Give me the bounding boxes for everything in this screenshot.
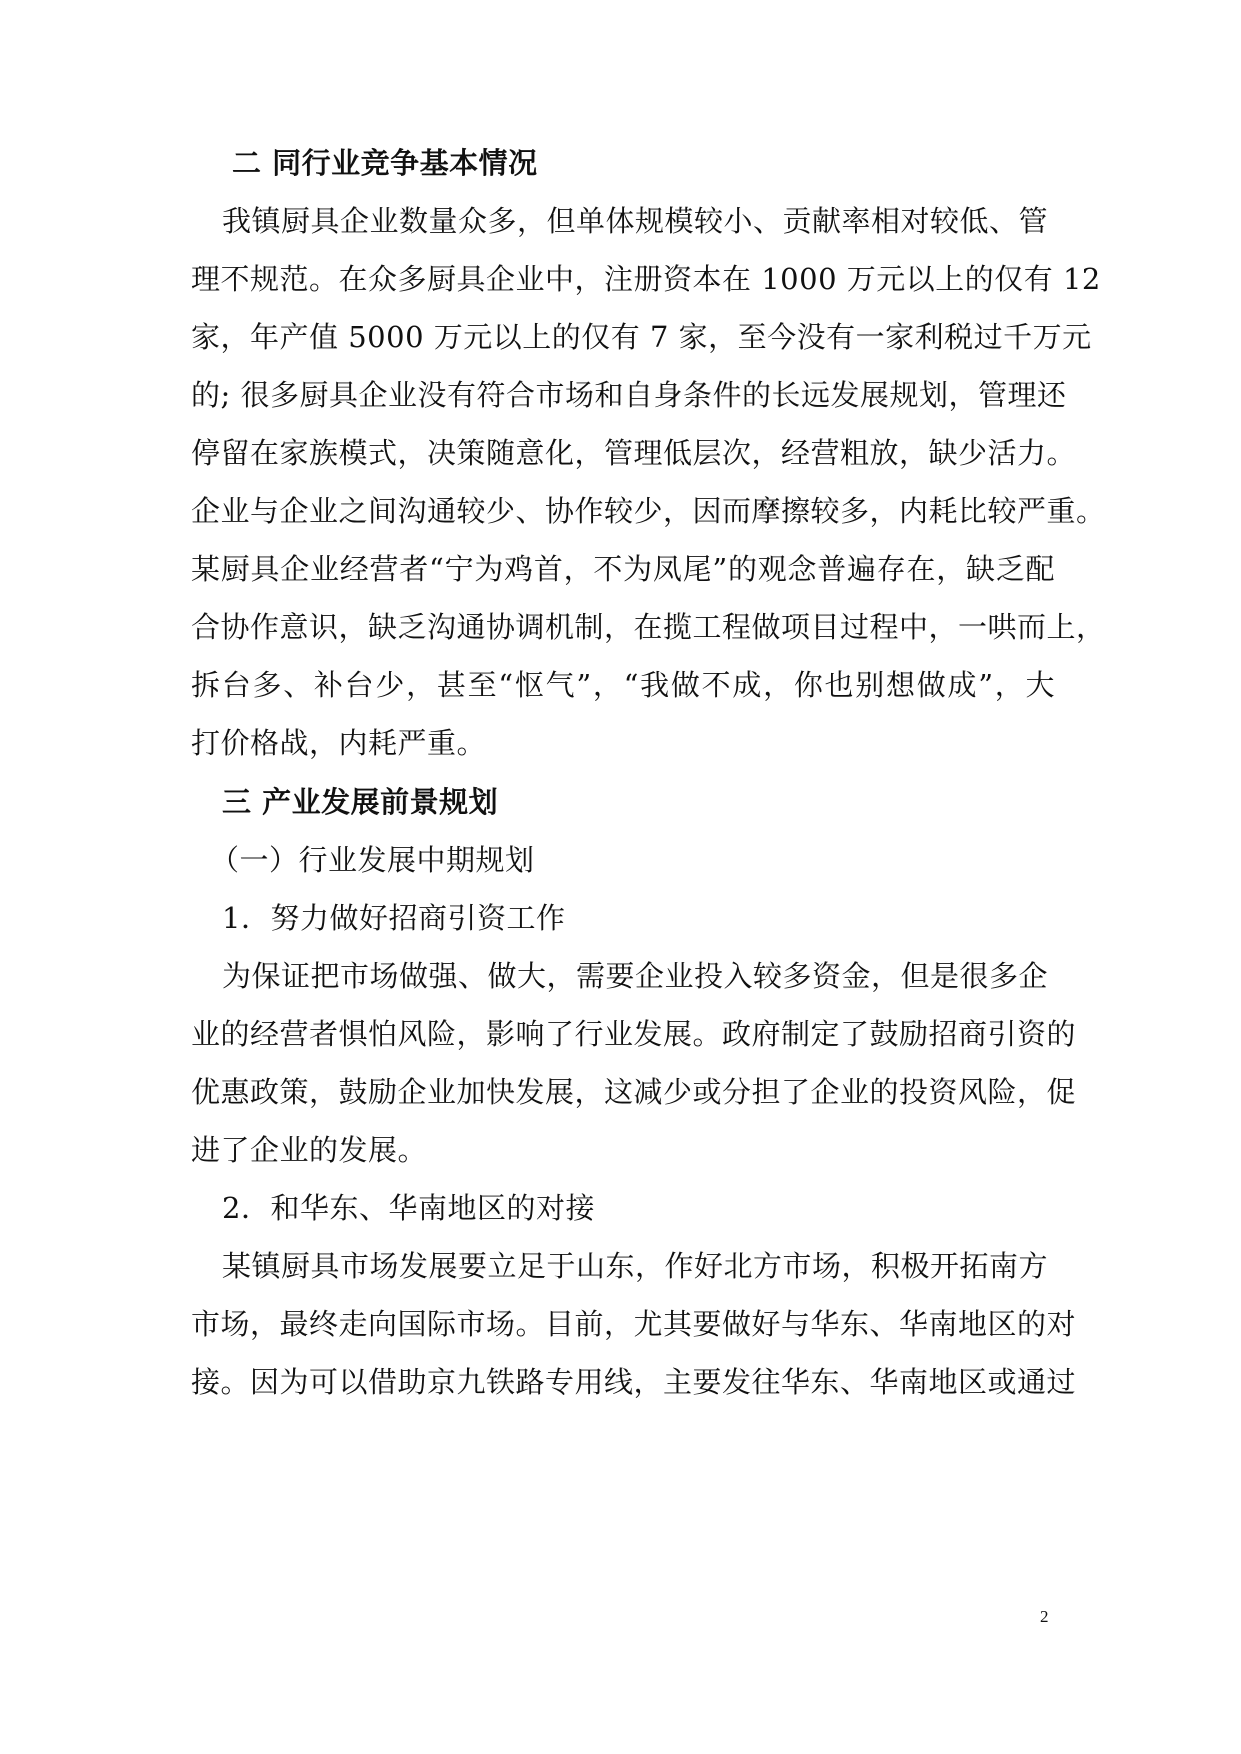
paragraph-line: 为保证把市场做强、做大，需要企业投入较多资金，但是很多企 <box>222 959 1049 993</box>
paragraph-line: 优惠政策，鼓励企业加快发展，这减少或分担了企业的投资风险，促 <box>191 1075 1077 1109</box>
paragraph-line: 理不规范。在众多厨具企业中，注册资本在 1000 万元以上的仅有 12 <box>191 262 1101 296</box>
paragraph-line: 打价格战，内耗严重。 <box>191 726 487 760</box>
paragraph-line: 的; 很多厨具企业没有符合市场和自身条件的长远发展规划，管理还 <box>191 378 1067 412</box>
paragraph-line: 企业与企业之间沟通较少、协作较少，因而摩擦较多，内耗比较严重。 <box>191 494 1106 528</box>
paragraph-line: 市场，最终走向国际市场。目前，尤其要做好与华东、华南地区的对 <box>191 1307 1077 1341</box>
section-heading-competition: 二 同行业竞争基本情况 <box>232 146 538 180</box>
paragraph-line: 某厨具企业经营者“宁为鸡首，不为凤尾”的观念普遍存在，缺乏配 <box>191 552 1055 586</box>
page-number: 2 <box>1040 1607 1049 1626</box>
paragraph-line: 家，年产值 5000 万元以上的仅有 7 家，至今没有一家利税过千万元 <box>191 320 1092 354</box>
paragraph-line: 拆台多、补台少，甚至“怄气”，“我做不成，你也别想做成”，大 <box>191 668 1055 702</box>
paragraph-line: 接。因为可以借助京九铁路专用线，主要发往华东、华南地区或通过 <box>191 1365 1077 1399</box>
paragraph-line: 我镇厨具企业数量众多，但单体规模较小、贡献率相对较低、管 <box>222 204 1049 238</box>
paragraph-line: 合协作意识，缺乏沟通协调机制，在揽工程做项目过程中，一哄而上， <box>191 610 1106 644</box>
paragraph-line: 业的经营者惧怕风险，影响了行业发展。政府制定了鼓励招商引资的 <box>191 1017 1077 1051</box>
item-title-regional: 2．和华东、华南地区的对接 <box>222 1191 595 1225</box>
paragraph-line: 进了企业的发展。 <box>191 1133 428 1167</box>
paragraph-line: 停留在家族模式，决策随意化，管理低层次，经营粗放，缺少活力。 <box>191 436 1077 470</box>
section-heading-outlook: 三 产业发展前景规划 <box>222 785 499 819</box>
subsection-heading: （一）行业发展中期规划 <box>210 843 535 877</box>
item-title-investment: 1．努力做好招商引资工作 <box>222 901 566 935</box>
paragraph-line: 某镇厨具市场发展要立足于山东，作好北方市场，积极开拓南方 <box>222 1249 1049 1283</box>
